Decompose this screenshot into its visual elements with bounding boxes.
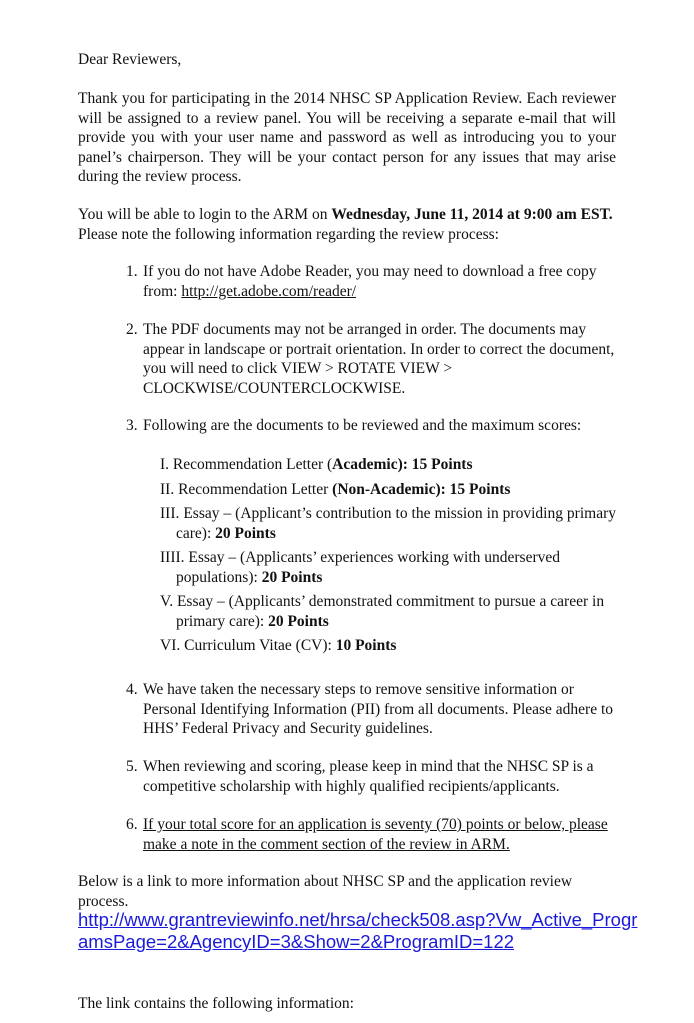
adobe-reader-link[interactable]: http://get.adobe.com/reader/ [181,282,357,300]
list-item-text: Following are the documents to be reviewed and the maximum scores: [143,417,582,434]
below-link-paragraph: Below is a link to more information about NHSC SP and the application review process. [78,873,573,910]
document-label: VI. Curriculum Vitae (CV): [160,637,336,654]
document-item-3 [160,504,616,543]
list-item-4 [126,680,616,739]
grant-review-link[interactable]: http://www.grantreviewinfo.net/hrsa/check508.asp?Vw_Active_ProgramsPage=2&AgencyID=3&Show=2&ProgramID=122 [78,909,638,952]
list-number: 4. [126,681,138,698]
list-item-text: If you do not have Adobe Reader, you may need to download a free copy from: [143,263,597,300]
link-contains-paragraph: The link contains the following information: [78,995,354,1012]
list-number: 5. [126,758,138,775]
login-date: Wednesday, June 11, 2014 at 9:00 am EST. [331,206,613,223]
list-item-5 [126,757,616,796]
document-item-5 [160,592,616,631]
list-number: 1. [126,263,138,280]
document-score: 20 Points [261,568,323,586]
list-number: 2. [126,321,138,338]
document-score: 20 Points [268,612,329,630]
intro-paragraph: Thank you for participating in the 2014 NHSC SP Application Review. Each reviewer will be assigned to a review panel. You will be receiving a separate e-mail that will provide you with your user name and password as well as introducing you to your panel’s chairperson. They will be your contact person for any issues that may arise during the review process. [78,90,616,185]
list-item-text: We have taken the necessary steps to remove sensitive information or Personal Identifying Information (PII) from all documents. Please adhere to HHS’ Federal Privacy and Security guidelines. [143,681,614,737]
document-item-4 [160,548,616,587]
document-score: 20 Points [215,524,276,542]
list-item-text: When reviewing and scoring, please keep in mind that the NHSC SP is a competitive scholarship with highly qualified recipients/applicants. [143,758,594,795]
login-prefix: You will be able to login to the ARM on [78,206,332,223]
list-number: 6. [126,816,138,833]
list-item-1 [126,262,616,301]
document-score: Academic): 15 Points [332,456,473,473]
document-label: IIII. Essay – (Applicants’ experiences working with underserved populations): [160,549,560,586]
list-item-3 [126,416,616,436]
list-number: 3. [126,417,138,434]
document-score: 10 Points [335,637,397,654]
list-item-2 [126,320,616,398]
login-suffix: Please note the following information regarding the review process: [78,225,499,243]
document-item-6 [160,636,616,656]
greeting: Dear Reviewers, [78,51,182,68]
document-label: II. Recommendation Letter [160,481,333,498]
list-item-text: If your total score for an application is seventy (70) points or below, please make a note in the comment section of the review in ARM. [143,816,608,853]
document-label: I. Recommendation Letter ( [160,456,333,473]
login-paragraph [78,205,616,244]
list-item-text: The PDF documents may not be arranged in order. The documents may appear in landscape or portrait orientation. In order to correct the document, you will need to click VIEW > ROTATE VIEW > CLOCKWISE/COUNTERCLOCKWISE. [143,321,615,397]
document-score: (Non-Academic): 15 Points [332,481,511,498]
document-item-2 [160,480,616,500]
list-item-6 [126,815,616,854]
document-label: III. Essay – (Applicant’s contribution to the mission in providing primary care): [160,505,616,542]
document-label: V. Essay – (Applicants’ demonstrated commitment to pursue a career in primary care): [160,593,605,630]
document-item-1 [160,455,616,475]
